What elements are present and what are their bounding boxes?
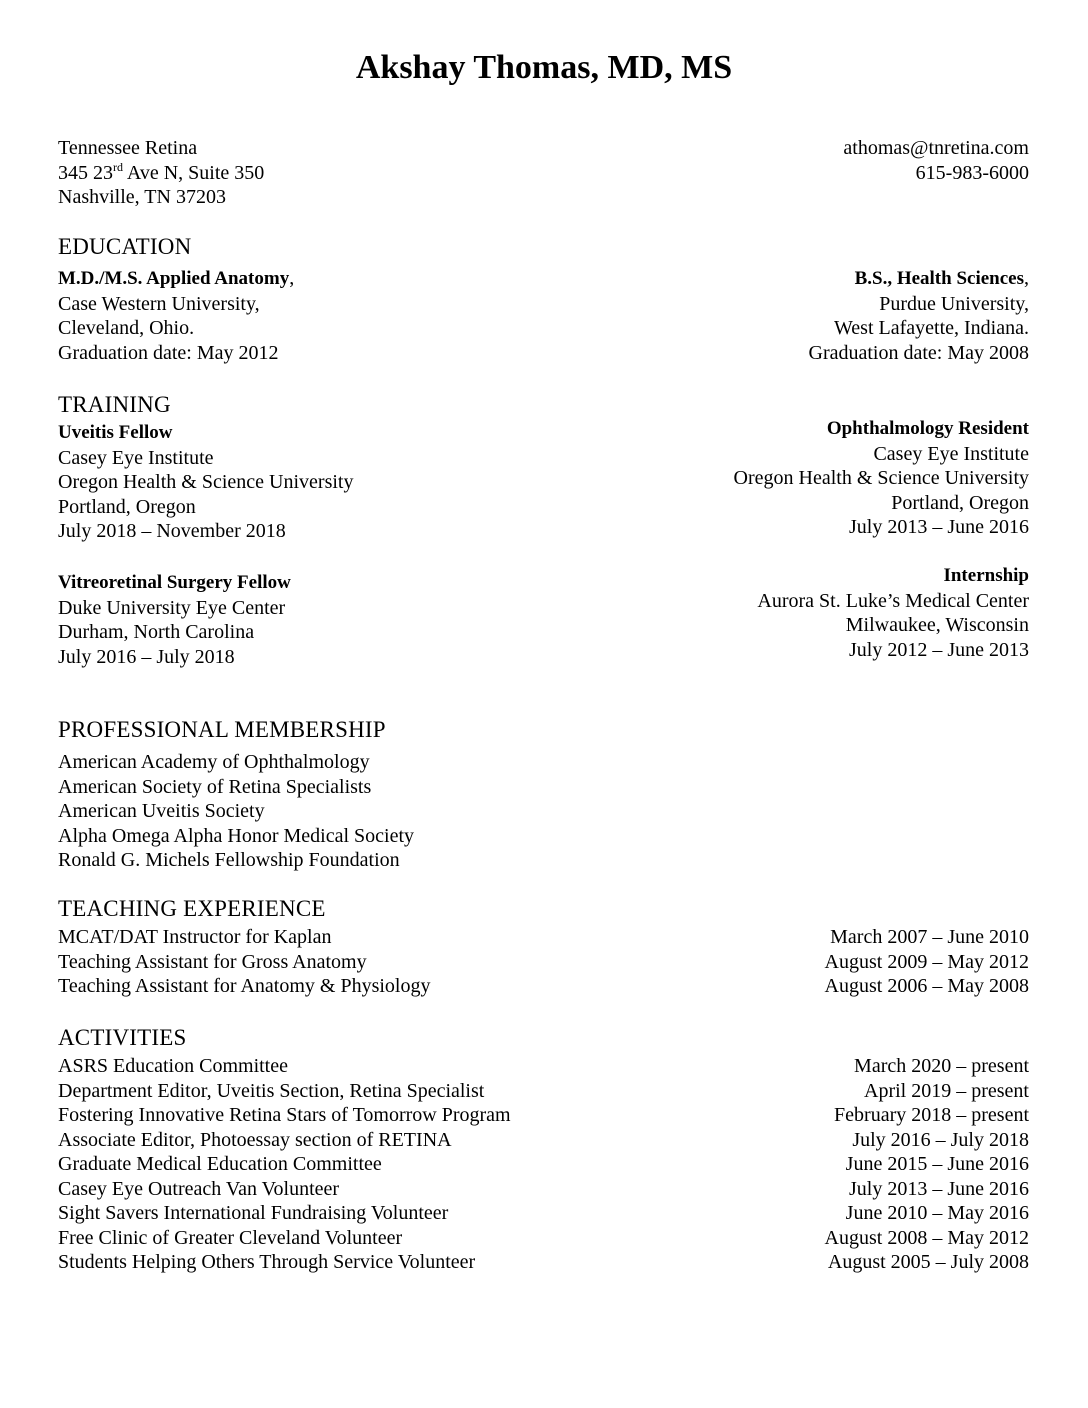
teaching-date: March 2007 – June 2010 bbox=[830, 926, 1029, 948]
training-heading: TRAINING bbox=[58, 392, 171, 417]
teaching-row bbox=[58, 925, 1029, 950]
activity-date: July 2016 – July 2018 bbox=[852, 1128, 1029, 1151]
training-vitreo bbox=[58, 571, 291, 669]
education-heading: EDUCATION bbox=[58, 234, 192, 259]
membership-item: Alpha Omega Alpha Honor Medical Society bbox=[58, 824, 415, 847]
activity-date: July 2013 – June 2016 bbox=[849, 1177, 1029, 1200]
teaching-heading: TEACHING EXPERIENCE bbox=[58, 896, 326, 921]
activity-row bbox=[58, 1226, 1029, 1251]
contact-city: Nashville, TN 37203 bbox=[58, 186, 226, 208]
training-line: July 2018 – November 2018 bbox=[58, 520, 286, 542]
training-line: July 2013 – June 2016 bbox=[849, 516, 1029, 538]
membership-heading: PROFESSIONAL MEMBERSHIP bbox=[58, 717, 386, 742]
training-line: Duke University Eye Center bbox=[58, 596, 286, 619]
training-line: Casey Eye Institute bbox=[58, 446, 214, 469]
activity-label: ASRS Education Committee bbox=[58, 1055, 288, 1077]
activity-label: Department Editor, Uveitis Section, Retina Specialist bbox=[58, 1079, 485, 1102]
training-title: Vitreoretinal Surgery Fellow bbox=[58, 572, 291, 593]
education-school: Purdue University, bbox=[879, 292, 1029, 315]
activity-date: June 2015 – June 2016 bbox=[845, 1153, 1029, 1175]
activity-row bbox=[58, 1103, 1029, 1128]
activity-row bbox=[58, 1128, 1029, 1153]
contact-address-block bbox=[58, 136, 264, 210]
activity-row bbox=[58, 1201, 1029, 1226]
training-line: Casey Eye Institute bbox=[873, 442, 1029, 465]
activity-row bbox=[58, 1152, 1029, 1177]
membership-item: American Academy of Ophthalmology bbox=[58, 751, 370, 773]
education-date: Graduation date: May 2008 bbox=[808, 341, 1029, 364]
activity-row bbox=[58, 1054, 1029, 1079]
activity-date: June 2010 – May 2016 bbox=[845, 1202, 1029, 1224]
teaching-row bbox=[58, 950, 1029, 975]
training-line: Oregon Health & Science University bbox=[733, 467, 1029, 489]
membership-item: Ronald G. Michels Fellowship Foundation bbox=[58, 849, 400, 871]
teaching-label: MCAT/DAT Instructor for Kaplan bbox=[58, 926, 332, 948]
activity-label: Sight Savers International Fundraising Volunteer bbox=[58, 1202, 449, 1224]
activity-label: Fostering Innovative Retina Stars of Tomorrow Program bbox=[58, 1104, 511, 1126]
activity-date: April 2019 – present bbox=[864, 1079, 1029, 1102]
training-line: July 2012 – June 2013 bbox=[849, 638, 1029, 661]
training-title: Ophthalmology Resident bbox=[826, 418, 1029, 439]
training-line: Milwaukee, Wisconsin bbox=[845, 614, 1029, 636]
education-right bbox=[809, 266, 1030, 365]
education-left bbox=[58, 266, 294, 365]
training-uveitis bbox=[58, 421, 353, 544]
training-line: Portland, Oregon bbox=[58, 495, 196, 518]
activity-label: Students Helping Others Through Service Volunteer bbox=[58, 1251, 476, 1273]
contact-phone: 615-983-6000 bbox=[915, 161, 1029, 184]
teaching-label: Teaching Assistant for Anatomy & Physiology bbox=[58, 975, 431, 997]
activity-row bbox=[58, 1250, 1029, 1275]
teaching-date: August 2009 – May 2012 bbox=[824, 950, 1029, 973]
education-school: Case Western University, bbox=[58, 292, 260, 315]
training-line: July 2016 – July 2018 bbox=[58, 645, 235, 668]
activity-label: Casey Eye Outreach Van Volunteer bbox=[58, 1177, 340, 1200]
contact-info-block bbox=[843, 136, 1029, 185]
activity-label: Graduate Medical Education Committee bbox=[58, 1153, 382, 1175]
membership-item: American Society of Retina Specialists bbox=[58, 775, 372, 798]
training-title: Uveitis Fellow bbox=[58, 422, 173, 443]
activity-date: August 2008 – May 2012 bbox=[824, 1226, 1029, 1249]
activity-row bbox=[58, 1177, 1029, 1202]
education-place: Cleveland, Ohio. bbox=[58, 317, 195, 339]
contact-org: Tennessee Retina bbox=[58, 137, 198, 159]
activities-heading: ACTIVITIES bbox=[58, 1025, 187, 1050]
activity-date: August 2005 – July 2008 bbox=[827, 1251, 1029, 1273]
resume-name: Akshay Thomas, MD, MS bbox=[355, 49, 733, 86]
education-degree: M.D./M.S. Applied Anatomy, bbox=[58, 267, 295, 289]
activity-label: Free Clinic of Greater Cleveland Volunteer bbox=[58, 1226, 403, 1249]
teaching-label: Teaching Assistant for Gross Anatomy bbox=[58, 950, 367, 973]
training-intern bbox=[757, 564, 1029, 662]
education-date: Graduation date: May 2012 bbox=[58, 341, 279, 364]
training-line: Portland, Oregon bbox=[891, 491, 1029, 514]
training-line: Durham, North Carolina bbox=[58, 621, 255, 643]
membership-list bbox=[58, 750, 414, 873]
membership-item: American Uveitis Society bbox=[58, 800, 265, 822]
training-resident bbox=[734, 417, 1029, 540]
training-title: Internship bbox=[943, 565, 1029, 586]
activity-row bbox=[58, 1079, 1029, 1104]
education-degree: B.S., Health Sciences, bbox=[854, 267, 1029, 289]
activity-label: Associate Editor, Photoessay section of RETINA bbox=[58, 1128, 452, 1151]
activity-date: March 2020 – present bbox=[854, 1055, 1029, 1077]
activity-date: February 2018 – present bbox=[834, 1104, 1029, 1126]
contact-email: athomas@tnretina.com bbox=[843, 137, 1029, 159]
teaching-date: August 2006 – May 2008 bbox=[824, 975, 1029, 997]
training-line: Oregon Health & Science University bbox=[58, 471, 354, 493]
teaching-row bbox=[58, 974, 1029, 999]
training-line: Aurora St. Luke’s Medical Center bbox=[757, 589, 1029, 612]
education-place: West Lafayette, Indiana. bbox=[834, 317, 1029, 339]
contact-street: 345 23rd Ave N, Suite 350 bbox=[58, 159, 265, 184]
